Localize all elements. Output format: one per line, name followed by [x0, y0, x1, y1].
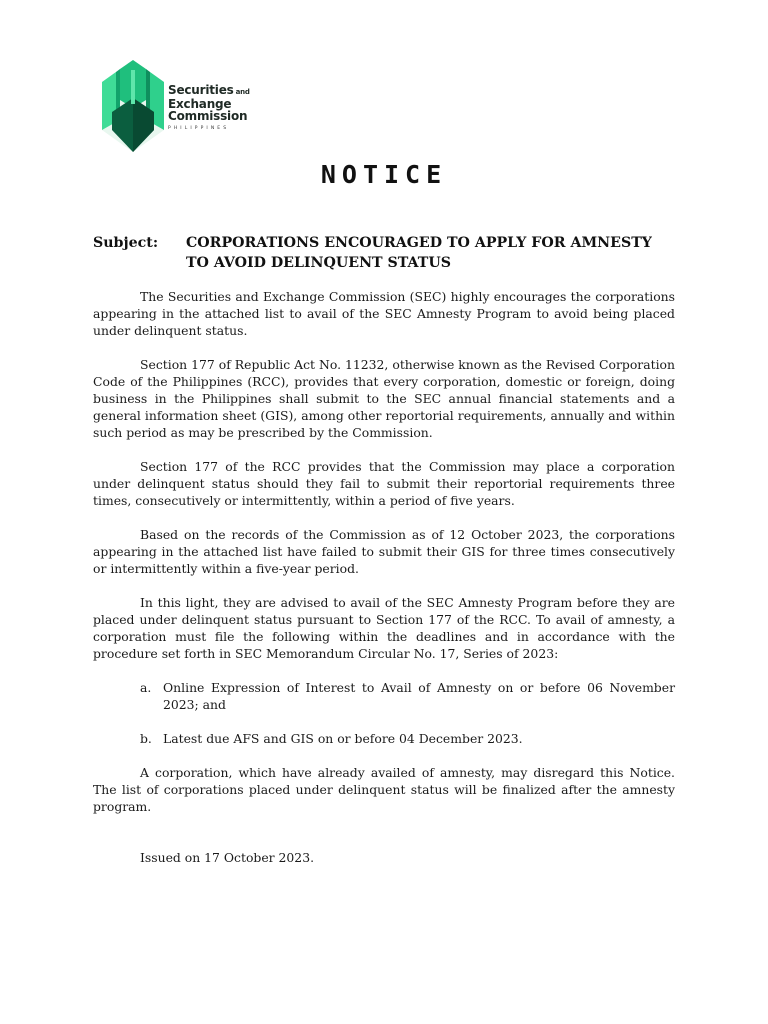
issued-date: Issued on 17 October 2023. — [140, 850, 315, 865]
requirements-list — [93, 679, 675, 747]
logo-name-line3: Commission — [168, 109, 248, 123]
list-item-text: Latest due AFS and GIS on or before 04 December 2023. — [163, 731, 523, 746]
paragraph-5: In this light, they are advised to avail of the SEC Amnesty Program before they are placed under delinquent status pursuant to Section 177 of the RCC. To avail of amnesty, a corporation must file the following within the deadlines and in accordance with the procedure set forth in SEC Memorandum Circular No. 17, Series of 2023: — [93, 595, 675, 661]
sec-wordmark — [168, 84, 250, 135]
list-item-text: Online Expression of Interest to Avail of Amnesty on or before 06 November 2023; and — [163, 680, 675, 712]
paragraph-3: Section 177 of the RCC provides that the Commission may place a corporation under delinquent status should they fail to submit their reportorial requirements three times, consecutively or intermittently, within a period of five years. — [93, 459, 675, 508]
paragraph-6: A corporation, which have already availed of amnesty, may disregard this Notice. The list of corporations placed under delinquent status will be finalized after the amnesty program. — [93, 765, 675, 814]
sec-logo-mark-icon — [102, 60, 164, 152]
subject-line2: TO AVOID DELINQUENT STATUS — [186, 255, 451, 271]
list-marker: b. — [140, 731, 152, 746]
sec-logo — [102, 60, 262, 155]
paragraph-2: Section 177 of Republic Act No. 11232, otherwise known as the Revised Corporation Code of the Philippines (RCC), provides that every corporation, domestic or foreign, doing business in the Philippines shall submit to the SEC annual financial statements and a general information sheet (GIS), among other reportorial requirements, annually and within such period as may be prescribed by the Commission. — [93, 357, 675, 440]
list-item — [93, 730, 675, 747]
list-marker: a. — [140, 680, 152, 695]
paragraph-4: Based on the records of the Commission as of 12 October 2023, the corporations appearing in the attached list have failed to submit their GIS for three times consecutively or intermittently within a five-year period. — [93, 527, 675, 576]
paragraph-1: The Securities and Exchange Commission (SEC) highly encourages the corporations appearing in the attached list to avail of the SEC Amnesty Program to avoid being placed under delinquent status. — [93, 289, 675, 338]
subject-label: Subject: — [93, 235, 159, 251]
list-item — [93, 679, 675, 713]
notice-title: NOTICE — [320, 160, 448, 189]
notice-body — [93, 288, 675, 883]
subject-line1: CORPORATIONS ENCOURAGED TO APPLY FOR AMNESTY — [186, 235, 652, 251]
logo-country: PHILIPPINES — [168, 126, 230, 131]
logo-name-line1: Securities — [168, 83, 234, 97]
subject-text — [186, 233, 686, 273]
logo-name-line2: Exchange — [168, 97, 232, 111]
logo-name-and: and — [235, 88, 250, 96]
